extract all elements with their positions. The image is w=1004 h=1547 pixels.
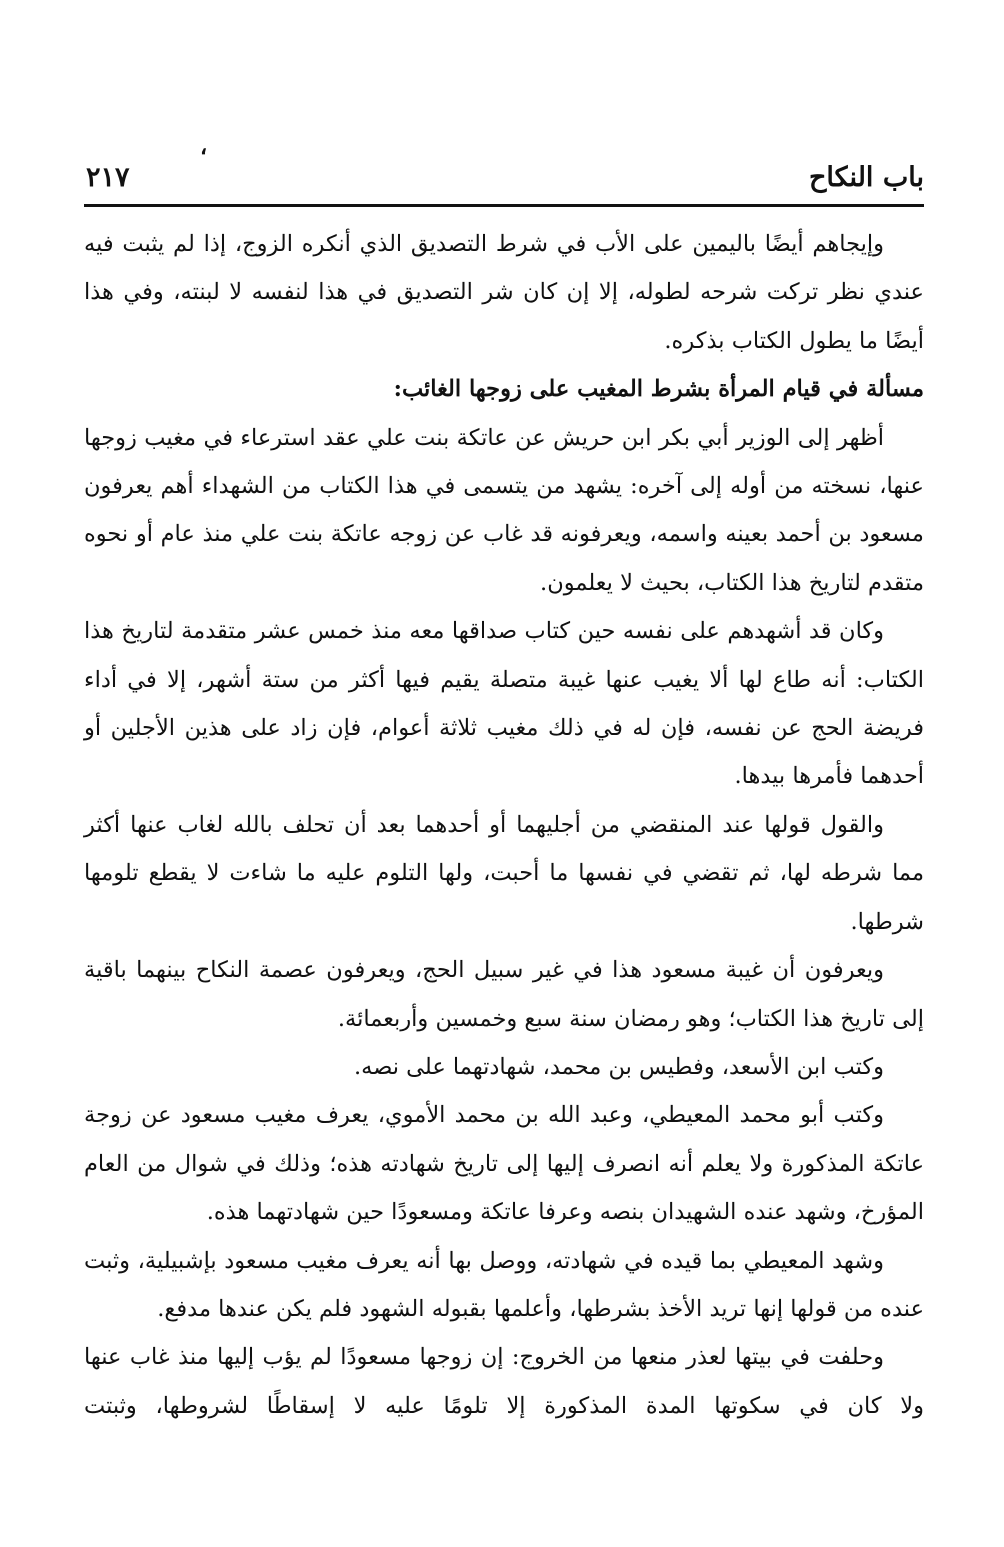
paragraph: أظهر إلى الوزير أبي بكر ابن حريش عن عاتكة بنت علي عقد استرعاء في مغيب زوجها عنها، نسخته من أوله إلى آخره: يشهد من يتسمى في هذا الكتاب من الشهداء أهم يعرفون مسعود بن أحمد بعينه واسمه، ويعرفونه قد غاب عن زوجه عاتكة بنت علي منذ عام أو نحوه متقدم لتاريخ هذا الكتاب، بحيث لا يعلمون.: [84, 424, 924, 596]
page-body: [84, 220, 924, 1430]
document-page: [84, 0, 924, 1547]
paragraph: وكتب ابن الأسعد، وفطيس بن محمد، شهادتهما على نصه.: [354, 1053, 884, 1080]
paragraph: وكان قد أشهدهم على نفسه حين كتاب صداقها معه منذ خمس عشر متقدمة لتاريخ هذا الكتاب: أنه طاع لها ألا يغيب عنها غيبة متصلة يقيم فيها أكثر من ستة أشهر، إلا في أداء فريضة الحج عن نفسه، فإن له في ذلك مغيب ثلاثة أعوام، فإن زاد على هذين الأجلين أو أحدهما فأمرها بيدها.: [84, 618, 924, 790]
ink-mark: ،: [200, 134, 208, 160]
paragraph: والقول قولها عند المنقضي من أجليهما أو أحدهما بعد أن تحلف بالله لغاب عنها أكثر مما شرطه لها، ثم تقضي في نفسها ما أحبت، ولها التلوم عليه ما شاءت لا يقطع تلومها شرطها.: [84, 811, 924, 935]
section-heading: مسألة في قيام المرأة بشرط المغيب على زوجها الغائب:: [393, 376, 924, 403]
chapter-title: باب النكاح: [808, 162, 924, 193]
paragraph: وحلفت في بيتها لعذر منعها من الخروج: إن زوجها مسعودًا لم يؤب إليها منذ غاب عنها ولا كان في سكوتها المدة المذكورة إلا تلومًا عليه لا إسقاطًا لشروطها، وثبتت: [84, 1344, 924, 1419]
page-header: [84, 160, 924, 207]
paragraph: وكتب أبو محمد المعيطي، وعبد الله بن محمد الأموي، يعرف مغيب مسعود عن زوجة عاتكة المذكورة ولا يعلم أنه انصرف إليها إلى تاريخ شهادته هذه؛ وذلك في شوال من العام المؤرخ، وشهد عنده الشهيدان بنصه وعرفا عاتكة ومسعودًا حين شهادتهما هذه.: [84, 1102, 924, 1226]
page-number: ٢١٧: [86, 162, 130, 193]
paragraph: وإيجاهم أيضًا باليمين على الأب في شرط التصديق الذي أنكره الزوج، إذا لم يثبت فيه عندي نظر تركت شرحه لطوله، إلا إن كان شر التصديق في هذا لنفسه لا لبنته، وفي هذا أيضًا ما يطول الكتاب بذكره.: [84, 231, 924, 354]
paragraph: وشهد المعيطي بما قيده في شهادته، ووصل بها أنه يعرف مغيب مسعود بإشبيلية، وثبت عنده من قولها إنها تريد الأخذ بشرطها، وأعلمها بقبوله الشهود فلم يكن عندها مدفع.: [84, 1247, 924, 1322]
paragraph: ويعرفون أن غيبة مسعود هذا في غير سبيل الحج، ويعرفون عصمة النكاح بينهما باقية إلى تاريخ هذا الكتاب؛ وهو رمضان سنة سبع وخمسين وأربعمائة.: [84, 957, 924, 1032]
